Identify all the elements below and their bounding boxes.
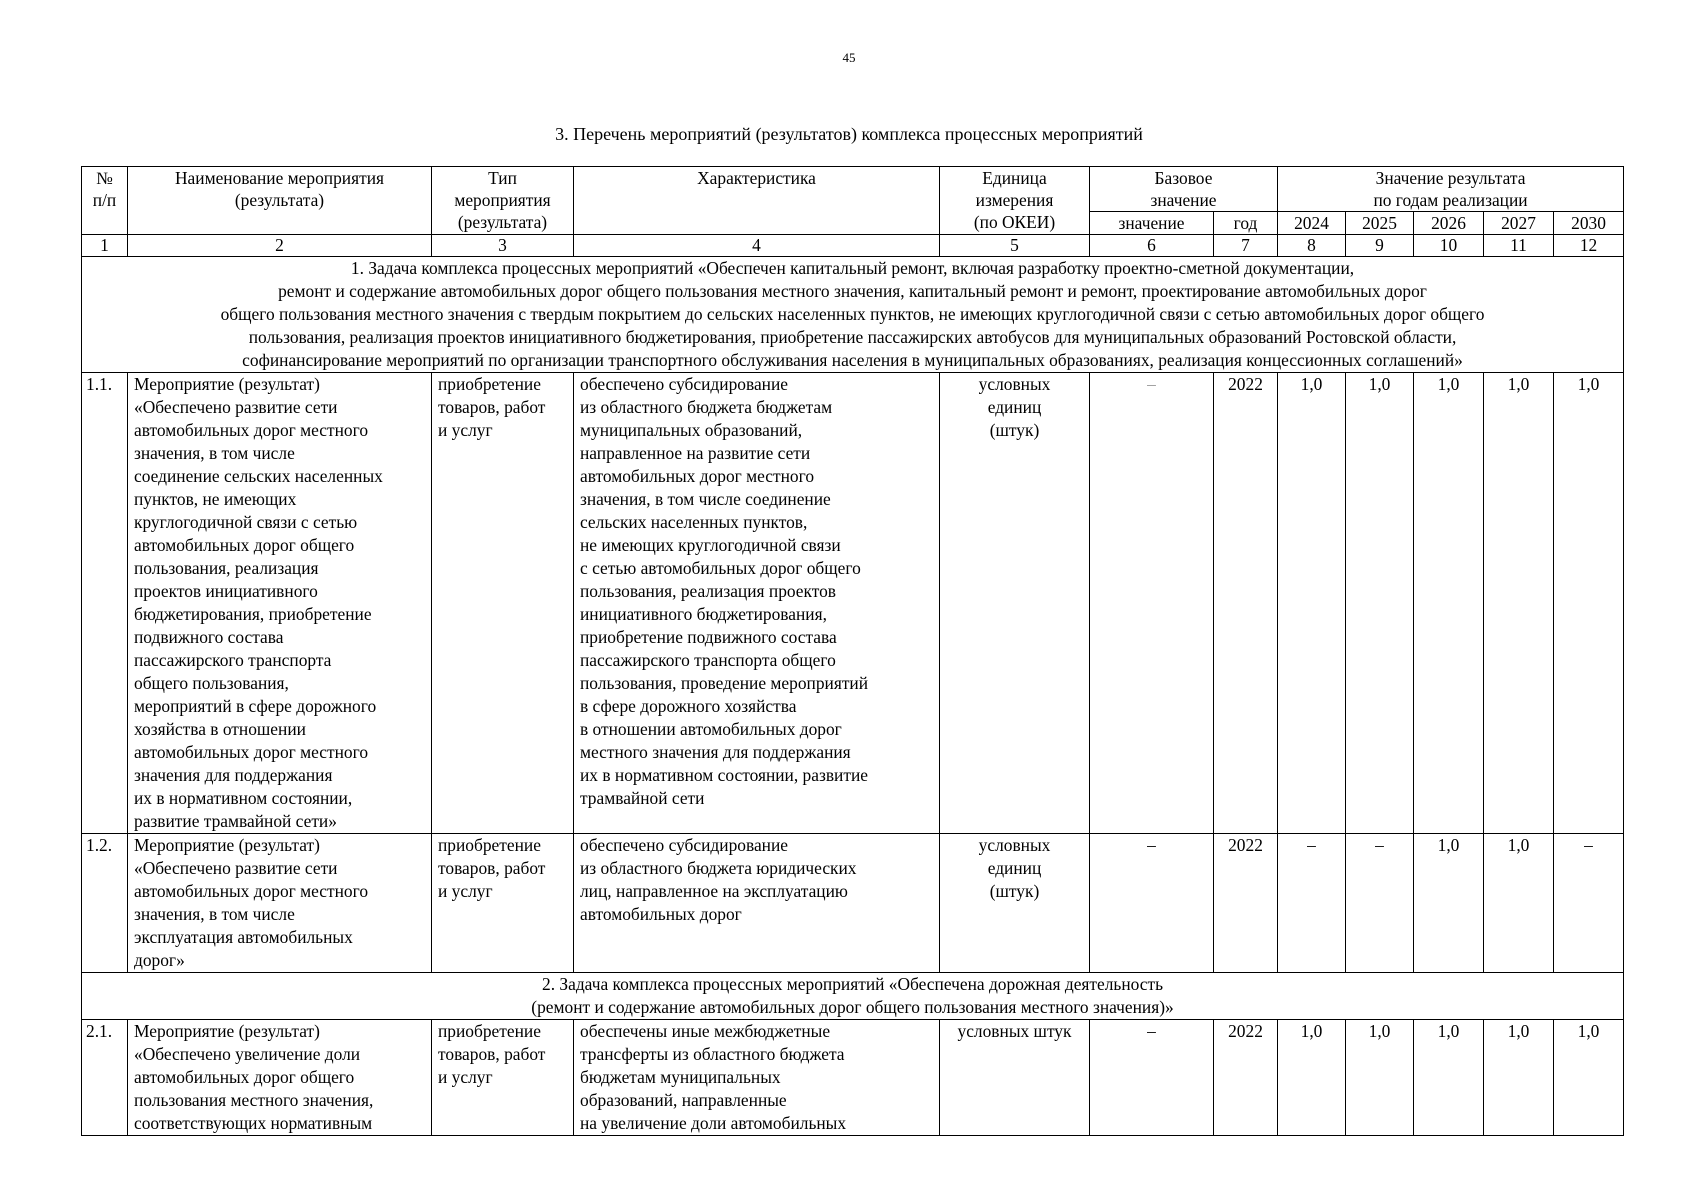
- header-year-2025: 2025: [1346, 212, 1414, 235]
- row-value-2024: –: [1278, 834, 1346, 973]
- table-row: [82, 834, 1624, 973]
- row-value-2027: 1,0: [1484, 834, 1554, 973]
- row-characteristic: обеспечено субсидирование из областного бюджета бюджетам муниципальных образований, направленное на развитие сети автомобильных дорог местного значения, в том числе соединение сельских населенных пунктов, не имеющих круглогодичной связи с сетью автомобильных дорог общего пользования, реализация проектов инициативного бюджетирования, приобретение подвижного состава пассажирского транспорта общего пользования, проведение мероприятий в сфере дорожного хозяйства в отношении автомобильных дорог местного значения для поддержания их в нормативном состоянии, развитие трамвайной сети: [574, 373, 940, 834]
- header-year-2026: 2026: [1414, 212, 1484, 235]
- column-number: 1: [82, 235, 128, 257]
- row-value-2026: 1,0: [1414, 834, 1484, 973]
- column-number: 12: [1554, 235, 1624, 257]
- header-characteristic: Характеристика: [574, 167, 940, 235]
- row-characteristic: обеспечены иные межбюджетные трансферты из областного бюджета бюджетам муниципальных образований, направленные на увеличение доли автомобильных: [574, 1020, 940, 1136]
- row-value-2025: 1,0: [1346, 373, 1414, 834]
- row-name: Мероприятие (результат) «Обеспечено развитие сети автомобильных дорог местного значения, в том числе соединение сельских населенных пунктов, не имеющих круглогодичной связи с сетью автомобильных дорог общего пользования, реализация проектов инициативного бюджетирования, приобретение подвижного состава пассажирского транспорта общего пользования, мероприятий в сфере дорожного хозяйства в отношении автомобильных дорог местного значения для поддержания их в нормативном состоянии, развитие трамвайной сети»: [128, 373, 432, 834]
- row-number: 1.1.: [82, 373, 128, 834]
- row-name: Мероприятие (результат) «Обеспечено развитие сети автомобильных дорог местного значения, в том числе эксплуатация автомобильных дорог»: [128, 834, 432, 973]
- column-number: 4: [574, 235, 940, 257]
- header-num: № п/п: [82, 167, 128, 235]
- column-number: 5: [940, 235, 1090, 257]
- header-year-2024: 2024: [1278, 212, 1346, 235]
- row-value-2026: 1,0: [1414, 1020, 1484, 1136]
- column-number: 7: [1214, 235, 1278, 257]
- row-unit: условных единиц (штук): [940, 373, 1090, 834]
- header-type: Тип мероприятия (результата): [432, 167, 574, 235]
- row-characteristic: обеспечено субсидирование из областного бюджета юридических лиц, направленное на эксплуатацию автомобильных дорог: [574, 834, 940, 973]
- row-type: приобретение товаров, работ и услуг: [432, 1020, 574, 1136]
- row-value-2030: –: [1554, 834, 1624, 973]
- column-number: 8: [1278, 235, 1346, 257]
- measures-table: [81, 166, 1624, 1136]
- task-1-heading: 1. Задача комплекса процессных мероприятий «Обеспечен капитальный ремонт, включая разработку проектно-сметной документации, ремонт и содержание автомобильных дорог общего пользования местного значения, капитальный ремонт и ремонт, проектирование автомобильных дорог общего пользования местного значения с твердым покрытием до сельских населенных пунктов, не имеющих круглогодичной связи с сетью автомобильных дорог общего пользования, реализация проектов инициативного бюджетирования, приобретение пассажирских автобусов для муниципальных образований Ростовской области, софинансирование мероприятий по организации транспортного обслуживания населения в муниципальных образованиях, реализация концессионных соглашений»: [82, 257, 1624, 373]
- header-year-2027: 2027: [1484, 212, 1554, 235]
- row-base-value: –: [1090, 834, 1214, 973]
- column-number: 10: [1414, 235, 1484, 257]
- row-base-year: 2022: [1214, 834, 1278, 973]
- document-title: 3. Перечень мероприятий (результатов) комплекса процессных мероприятий: [555, 124, 1143, 144]
- header-base-year: год: [1214, 212, 1278, 235]
- row-unit: условных штук: [940, 1020, 1090, 1136]
- header-name: Наименование мероприятия (результата): [128, 167, 432, 235]
- row-number: 2.1.: [82, 1020, 128, 1136]
- row-value-2030: 1,0: [1554, 1020, 1624, 1136]
- header-year-2030: 2030: [1554, 212, 1624, 235]
- row-value-2025: 1,0: [1346, 1020, 1414, 1136]
- row-unit: условных единиц (штук): [940, 834, 1090, 973]
- row-type: приобретение товаров, работ и услуг: [432, 834, 574, 973]
- column-number: 9: [1346, 235, 1414, 257]
- row-value-2025: –: [1346, 834, 1414, 973]
- row-value-2030: 1,0: [1554, 373, 1624, 834]
- row-value-2024: 1,0: [1278, 373, 1346, 834]
- row-base-year: 2022: [1214, 373, 1278, 834]
- column-number: 6: [1090, 235, 1214, 257]
- task-2-heading: 2. Задача комплекса процессных мероприятий «Обеспечена дорожная деятельность (ремонт и содержание автомобильных дорог общего пользования местного значения)»: [82, 973, 1624, 1020]
- column-number: 2: [128, 235, 432, 257]
- header-base-value: значение: [1090, 212, 1214, 235]
- table-row: [82, 373, 1624, 834]
- header-unit: Единица измерения (по ОКЕИ): [940, 167, 1090, 235]
- header-results: Значение результата по годам реализации: [1278, 167, 1624, 212]
- row-value-2024: 1,0: [1278, 1020, 1346, 1136]
- row-type: приобретение товаров, работ и услуг: [432, 373, 574, 834]
- row-value-2027: 1,0: [1484, 1020, 1554, 1136]
- page-number: 45: [842, 50, 856, 65]
- row-base-year: 2022: [1214, 1020, 1278, 1136]
- row-value-2026: 1,0: [1414, 373, 1484, 834]
- task-row: [82, 973, 1624, 1020]
- row-base-value: –: [1090, 373, 1214, 834]
- column-number-row: [82, 235, 1624, 257]
- row-base-value: –: [1090, 1020, 1214, 1136]
- header-base: Базовое значение: [1090, 167, 1278, 212]
- row-value-2027: 1,0: [1484, 373, 1554, 834]
- column-number: 11: [1484, 235, 1554, 257]
- task-row: [82, 257, 1624, 373]
- row-name: Мероприятие (результат) «Обеспечено увеличение доли автомобильных дорог общего пользования местного значения, соответствующих нормативным: [128, 1020, 432, 1136]
- row-number: 1.2.: [82, 834, 128, 973]
- table-row: [82, 1020, 1624, 1136]
- column-number: 3: [432, 235, 574, 257]
